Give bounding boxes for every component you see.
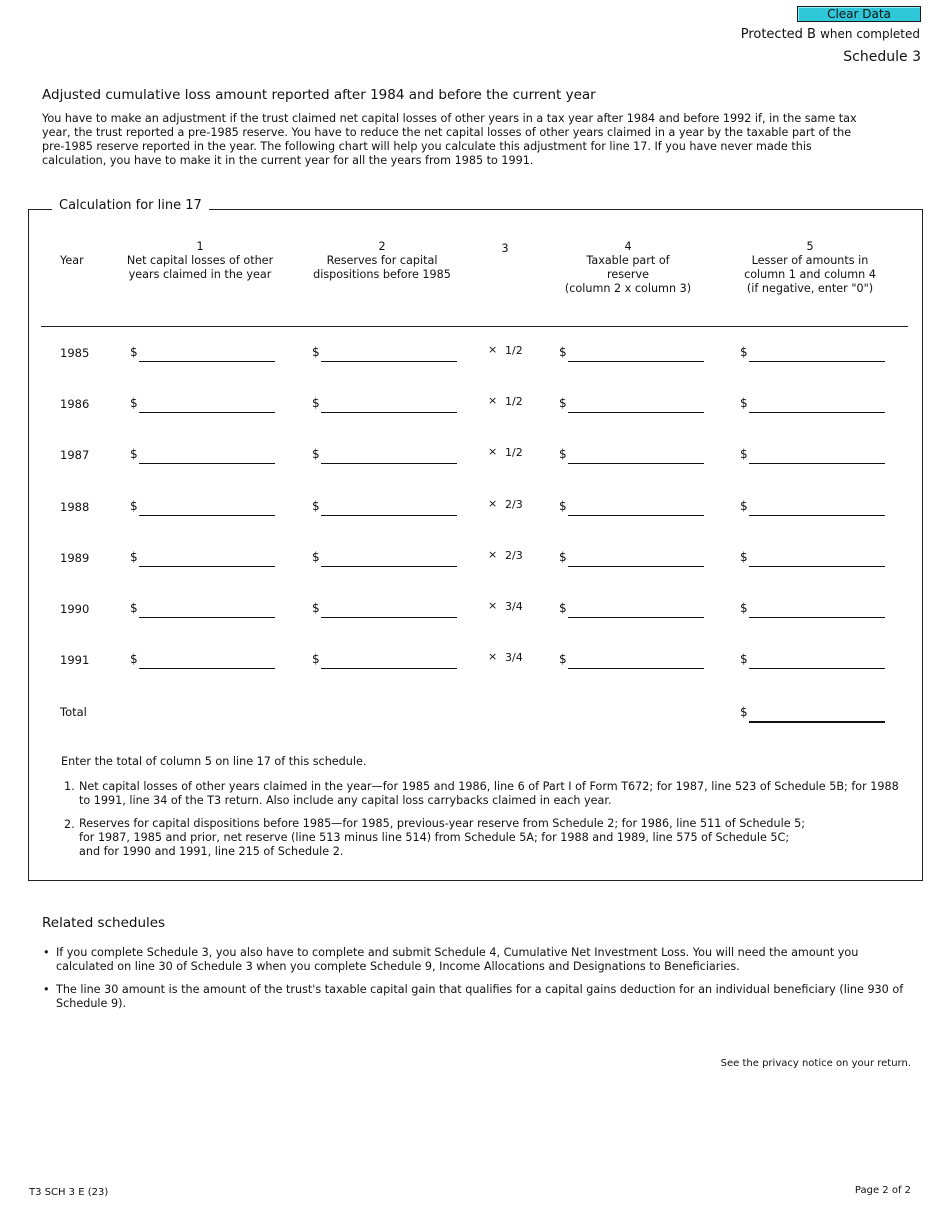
col4-dollar: $ <box>559 396 567 410</box>
col2-input[interactable] <box>321 498 457 516</box>
col5-number: 5 <box>806 240 814 253</box>
col4-input[interactable] <box>568 395 704 413</box>
bullet-2-marker: • <box>43 983 50 996</box>
col5-input[interactable] <box>749 446 885 464</box>
related-schedules-title: Related schedules <box>42 915 166 931</box>
note-2-line1: Reserves for capital dispositions before 1985—for 1985, previous-year reserve from Schedule 2; for 1986, line 511 of Schedule 5; <box>79 817 806 830</box>
enter-total-instruction: Enter the total of column 5 on line 17 of this schedule. <box>61 755 367 768</box>
col5-dollar: $ <box>740 601 748 615</box>
calculation-legend: Calculation for line 17 <box>52 198 209 213</box>
col5-dollar: $ <box>740 345 748 359</box>
col3-fraction: 2/3 <box>505 549 523 562</box>
col3-fraction: 3/4 <box>505 600 523 613</box>
section-title: Adjusted cumulative loss amount reported after 1984 and before the current year <box>42 87 596 103</box>
col1-dollar: $ <box>130 499 138 513</box>
note-1-line2: to 1991, line 34 of the T3 return. Also include any capital loss carrybacks claimed in each year. <box>79 794 612 807</box>
row-year: 1985 <box>60 346 90 360</box>
col2-dollar: $ <box>312 550 320 564</box>
col2-dollar: $ <box>312 601 320 615</box>
col5-dollar: $ <box>740 499 748 513</box>
note-1-line1: Net capital losses of other years claimed in the year—for 1985 and 1986, line 6 of Part I of Form T672; for 1987, line 523 of Schedule 5B; for 1988 <box>79 780 899 793</box>
col2-input[interactable] <box>321 446 457 464</box>
total-column5-input[interactable] <box>749 704 885 723</box>
bullet-1-marker: • <box>43 946 50 959</box>
col3-fraction: 1/2 <box>505 395 523 408</box>
col5-input[interactable] <box>749 344 885 362</box>
row-year: 1991 <box>60 653 90 667</box>
col4-input[interactable] <box>568 498 704 516</box>
multiply-sign: × <box>488 650 498 663</box>
related-item-2-line2: Schedule 9). <box>56 997 127 1010</box>
col2-dollar: $ <box>312 447 320 461</box>
protected-main: Protected B <box>740 27 816 42</box>
col1-dollar: $ <box>130 345 138 359</box>
col1-input[interactable] <box>139 344 275 362</box>
col1-dollar: $ <box>130 652 138 666</box>
note-2-line2: for 1987, 1985 and prior, net reserve (line 513 minus line 514) from Schedule 5A; for 1988 and 1989, line 575 of Schedule 5C; <box>79 831 790 844</box>
intro-paragraph: You have to make an adjustment if the trust claimed net capital losses of other years in a tax year after 1984 and before 1992 if, in the same tax year, the trust reported a pre-1985 reserve. You have to reduce the net capital losses of other years claimed in a year by the taxable part of the pre-1985 reserve reported in the year. The following chart will help you calculate this adjustment for line 17. If you have never made this calculation, you have to make it in the current year for all the years from 1985 to 1991. <box>42 112 857 167</box>
col-header-1 <box>110 240 290 282</box>
multiply-sign: × <box>488 343 498 356</box>
col4-dollar: $ <box>559 345 567 359</box>
col-header-5 <box>720 240 900 296</box>
col3-fraction: 1/2 <box>505 446 523 459</box>
note-1 <box>79 780 909 808</box>
col5-line3: (if negative, enter "0") <box>746 282 874 295</box>
col1-input[interactable] <box>139 498 275 516</box>
col-header-4 <box>538 240 718 296</box>
multiply-sign: × <box>488 445 498 458</box>
related-item-1 <box>56 946 916 974</box>
note-2-line3: and for 1990 and 1991, line 215 of Schedule 2. <box>79 845 344 858</box>
note-2-number: 2. <box>64 818 75 831</box>
col5-line1: Lesser of amounts in <box>751 254 869 267</box>
col1-input[interactable] <box>139 549 275 567</box>
clear-data-button[interactable]: Clear Data <box>797 6 921 22</box>
privacy-notice: See the privacy notice on your return. <box>720 1058 911 1069</box>
col2-dollar: $ <box>312 396 320 410</box>
col1-dollar: $ <box>130 601 138 615</box>
protected-b-label <box>741 27 920 42</box>
related-item-2 <box>56 983 916 1011</box>
col5-line2: column 1 and column 4 <box>744 268 876 281</box>
col1-input[interactable] <box>139 395 275 413</box>
col4-input[interactable] <box>568 651 704 669</box>
col3-fraction: 1/2 <box>505 344 523 357</box>
total-label: Total <box>60 705 87 719</box>
col1-input[interactable] <box>139 446 275 464</box>
col4-line2: reserve <box>606 268 650 281</box>
multiply-sign: × <box>488 599 498 612</box>
col5-dollar: $ <box>740 447 748 461</box>
col-header-2 <box>292 240 472 282</box>
page-number: Page 2 of 2 <box>854 1185 911 1196</box>
col1-number: 1 <box>196 240 204 253</box>
col5-input[interactable] <box>749 498 885 516</box>
related-item-2-line1: The line 30 amount is the amount of the trust's taxable capital gain that qualifies for a capital gains deduction for an individual beneficiary (line 930 of <box>56 983 904 996</box>
multiply-sign: × <box>488 497 498 510</box>
col2-dollar: $ <box>312 652 320 666</box>
col-header-year: Year <box>60 254 84 267</box>
col4-input[interactable] <box>568 344 704 362</box>
header-divider <box>41 326 908 327</box>
col5-input[interactable] <box>749 651 885 669</box>
row-year: 1990 <box>60 602 90 616</box>
related-item-1-line1: If you complete Schedule 3, you also have to complete and submit Schedule 4, Cumulative Net Investment Loss. You will need the amount you <box>56 946 859 959</box>
col1-line1: Net capital losses of other <box>126 254 274 267</box>
col5-dollar: $ <box>740 652 748 666</box>
col2-input[interactable] <box>321 395 457 413</box>
col2-line2: dispositions before 1985 <box>313 268 451 281</box>
related-item-1-line2: calculated on line 30 of Schedule 3 when you complete Schedule 9, Income Allocations and Designations to Beneficiaries. <box>56 960 740 973</box>
col4-dollar: $ <box>559 499 567 513</box>
col4-dollar: $ <box>559 550 567 564</box>
multiply-sign: × <box>488 548 498 561</box>
note-2 <box>79 817 909 859</box>
col3-fraction: 2/3 <box>505 498 523 511</box>
col4-input[interactable] <box>568 446 704 464</box>
note-1-number: 1. <box>64 780 75 793</box>
col2-input[interactable] <box>321 344 457 362</box>
col4-dollar: $ <box>559 447 567 461</box>
col2-input[interactable] <box>321 549 457 567</box>
row-year: 1987 <box>60 448 90 462</box>
schedule-title: Schedule 3 <box>843 49 921 65</box>
col4-dollar: $ <box>559 652 567 666</box>
col1-dollar: $ <box>130 396 138 410</box>
col2-dollar: $ <box>312 345 320 359</box>
col1-dollar: $ <box>130 550 138 564</box>
col5-input[interactable] <box>749 395 885 413</box>
protected-sub: when completed <box>820 27 920 41</box>
col1-dollar: $ <box>130 447 138 461</box>
col5-input[interactable] <box>749 600 885 618</box>
total-dollar: $ <box>740 705 748 719</box>
col5-dollar: $ <box>740 550 748 564</box>
col4-line1: Taxable part of <box>586 254 670 267</box>
col4-number: 4 <box>624 240 632 253</box>
col5-input[interactable] <box>749 549 885 567</box>
col-header-3: 3 <box>501 242 509 255</box>
col5-dollar: $ <box>740 396 748 410</box>
col2-input[interactable] <box>321 651 457 669</box>
col1-input[interactable] <box>139 651 275 669</box>
col4-input[interactable] <box>568 600 704 618</box>
col2-dollar: $ <box>312 499 320 513</box>
col4-input[interactable] <box>568 549 704 567</box>
col2-line1: Reserves for capital <box>326 254 438 267</box>
row-year: 1988 <box>60 500 90 514</box>
row-year: 1986 <box>60 397 90 411</box>
col2-number: 2 <box>378 240 386 253</box>
col3-fraction: 3/4 <box>505 651 523 664</box>
col1-input[interactable] <box>139 600 275 618</box>
row-year: 1989 <box>60 551 90 565</box>
form-code: T3 SCH 3 E (23) <box>29 1187 109 1198</box>
col4-dollar: $ <box>559 601 567 615</box>
col2-input[interactable] <box>321 600 457 618</box>
col1-line2: years claimed in the year <box>128 268 272 281</box>
col4-line3: (column 2 x column 3) <box>564 282 692 295</box>
multiply-sign: × <box>488 394 498 407</box>
